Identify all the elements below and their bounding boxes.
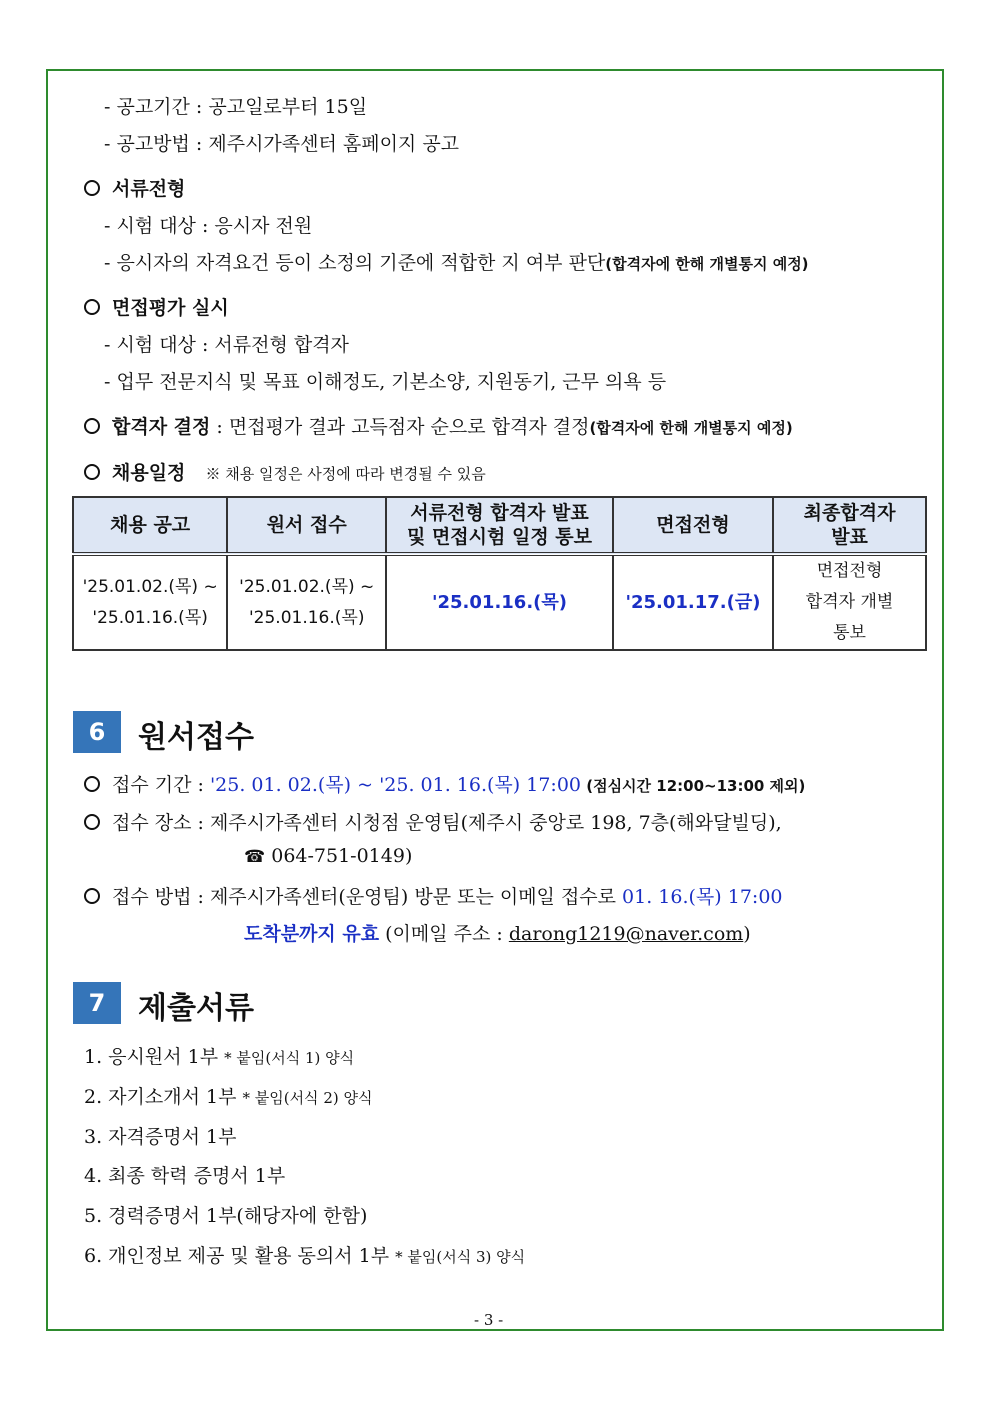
table-row <box>73 554 926 650</box>
section-6-badge: 6 <box>73 711 121 753</box>
circle-bullet-icon <box>84 814 100 830</box>
circle-bullet-icon <box>84 464 100 480</box>
receipt-method: 접수 방법 : 제주시가족센터(운영팀) 방문 또는 이메일 접수로 01. 16.(목) 17:00 <box>84 882 783 909</box>
cell-notice-period: '25.01.02.(목) ~ '25.01.16.(목) <box>73 554 227 650</box>
circle-bullet-icon <box>84 888 100 904</box>
interview-criteria: - 업무 전문지식 및 목표 이해정도, 기본소양, 지원동기, 근무 의욕 등 <box>104 371 667 393</box>
header-receipt: 원서 접수 <box>227 497 386 554</box>
circle-bullet-icon <box>84 299 100 315</box>
receipt-place: 접수 장소 : 제주시가족센터 시청점 운영팀(제주시 중앙로 198, 7층(해와달빌딩), <box>84 808 782 835</box>
decision-line: 합격자 결정 : 면접평가 결과 고득점자 순으로 합격자 결정(합격자에 한해 개별통지 예정) <box>84 412 793 439</box>
schedule-note: ※ 채용 일정은 사정에 따라 변경될 수 있음 <box>205 465 486 483</box>
receipt-period: 접수 기간 : '25. 01. 02.(목) ~ '25. 01. 16.(목) 17:00 (점심시간 12:00~13:00 제외) <box>84 770 805 797</box>
header-interview: 면접전형 <box>613 497 773 554</box>
cell-final-announcement: 면접전형 합격자 개별 통보 <box>773 554 926 650</box>
circle-bullet-icon <box>84 776 100 792</box>
email-link[interactable]: darong1219@naver.com <box>508 923 744 945</box>
cell-screening-date: '25.01.16.(목) <box>386 554 613 650</box>
header-final: 최종합격자 발표 <box>773 497 926 554</box>
header-screening: 서류전형 합격자 발표 및 면접시험 일정 통보 <box>386 497 613 554</box>
schedule-table <box>72 496 927 651</box>
section-7-badge: 7 <box>73 982 121 1024</box>
circle-bullet-icon <box>84 418 100 434</box>
interview-target: - 시험 대상 : 서류전형 합격자 <box>104 334 349 356</box>
phone-icon: ☎ <box>244 847 266 867</box>
cell-interview-date: '25.01.17.(금) <box>613 554 773 650</box>
document-screening-criteria: - 응시자의 자격요건 등이 소정의 기준에 적합한 지 여부 판단(합격자에 한해 개별통지 예정) <box>104 252 809 274</box>
interview-heading: 면접평가 실시 <box>84 293 229 320</box>
cell-receipt-period: '25.01.02.(목) ~ '25.01.16.(목) <box>227 554 386 650</box>
list-item: 5. 경력증명서 1부(해당자에 한함) <box>84 1205 368 1227</box>
circle-bullet-icon <box>84 180 100 196</box>
document-screening-target: - 시험 대상 : 응시자 전원 <box>104 215 313 237</box>
notice-period: - 공고기간 : 공고일로부터 15일 <box>104 96 368 118</box>
document-screening-heading: 서류전형 <box>84 174 185 201</box>
list-item: 4. 최종 학력 증명서 1부 <box>84 1165 286 1187</box>
list-item: 6. 개인정보 제공 및 활용 동의서 1부 * 붙임(서식 3) 양식 <box>84 1245 526 1267</box>
header-notice: 채용 공고 <box>73 497 227 554</box>
receipt-phone: ☎ 064-751-0149) <box>244 845 413 867</box>
receipt-method-cont: 도착분까지 유효 (이메일 주소 : darong1219@naver.com) <box>244 923 751 945</box>
notice-method: - 공고방법 : 제주시가족센터 홈페이지 공고 <box>104 133 460 155</box>
section-6-title: 원서접수 <box>138 720 254 755</box>
page-number: - 3 - <box>474 1311 504 1329</box>
list-item: 3. 자격증명서 1부 <box>84 1126 237 1148</box>
schedule-heading: 채용일정 ※ 채용 일정은 사정에 따라 변경될 수 있음 <box>84 458 486 485</box>
list-item: 2. 자기소개서 1부 * 붙임(서식 2) 양식 <box>84 1086 373 1108</box>
list-item: 1. 응시원서 1부 * 붙임(서식 1) 양식 <box>84 1046 355 1068</box>
section-7-title: 제출서류 <box>138 991 254 1026</box>
